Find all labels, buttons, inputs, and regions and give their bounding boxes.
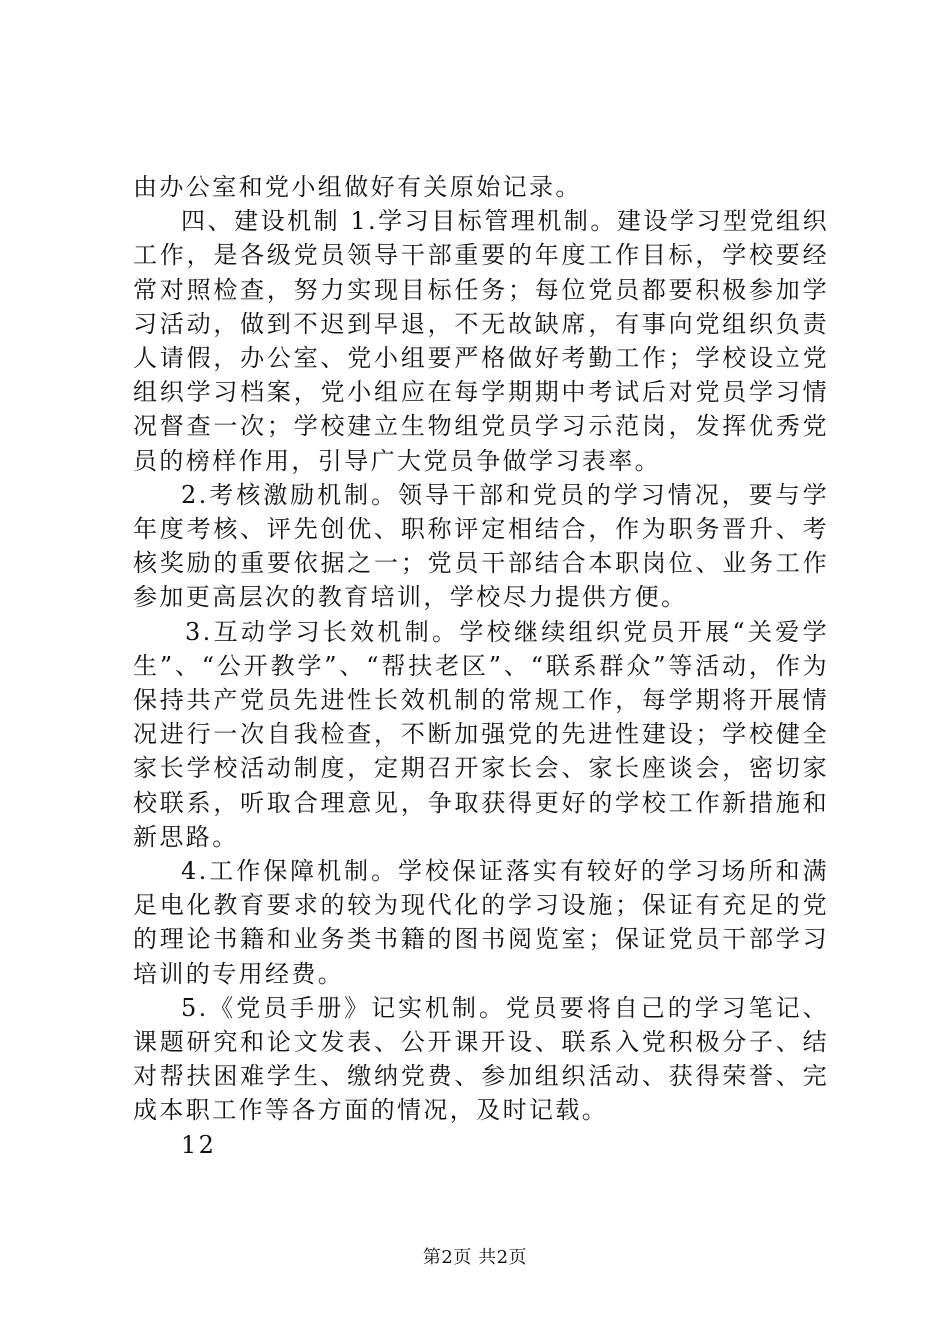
page-footer (0, 1243, 950, 1269)
paragraph-handbook-record-mechanism: 5.《党员手册》记实机制。党员要将自己的学习笔记、课题研究和论文发表、公开课开设、联系入党积极分子、结对帮扶困难学生、缴纳党费、参加组织活动、获得荣誉、完成本职工作等各方面的情况，及时记载。 (133, 993, 829, 1125)
page-number-indicator: 第2页 共2页 (422, 1247, 528, 1268)
paragraph-continuation: 由办公室和党小组做好有关原始记录。 (133, 173, 582, 201)
paragraph-work-guarantee-mechanism: 4.工作保障机制。学校保证落实有较好的学习场所和满足电化教育要求的较为现代化的学习设施；保证有充足的党的理论书籍和业务类书籍的图书阅览室；保证党员干部学习培训的专用经费。 (133, 857, 829, 988)
paragraph-page-fragment: 12 (181, 1130, 217, 1159)
paragraph-mechanism-section: 四、建设机制 1.学习目标管理机制。建设学习型党组织工作，是各级党员领导干部重要的年度工作目标，学校要经常对照检查，努力实现目标任务；每位党员都要积极参加学习活动，做到不迟到早退，不无故缺席，有事向党组织负责人请假，办公室、党小组要严格做好考勤工作；学校设立党组织学习档案，党小组应在每学期期中考试后对党员学习情况督查一次；学校建立生物组党员学习示范岗，发挥优秀党员的榜样作用，引导广大党员争做学习表率。 (133, 207, 829, 475)
document-body (133, 170, 829, 1162)
paragraph-incentive-mechanism: 2.考核激励机制。领导干部和党员的学习情况，要与学年度考核、评先创优、职称评定相结合，作为职务晋升、考核奖励的重要依据之一；党员干部结合本职岗位、业务工作参加更高层次的教育培训，学校尽力提供方便。 (133, 480, 829, 612)
paragraph-interactive-learning-mechanism: 3.互动学习长效机制。学校继续组织党员开展“关爱学生”、“公开教学”、“帮扶老区”、“联系群众”等活动，作为保持共产党员先进性长效机制的常规工作，每学期将开展情况进行一次自我检查，不断加强党的先进性建设；学校健全家长学校活动制度，定期召开家长会、家长座谈会，密切家校联系，听取合理意见，争取获得更好的学校工作新措施和新思路。 (133, 617, 829, 851)
